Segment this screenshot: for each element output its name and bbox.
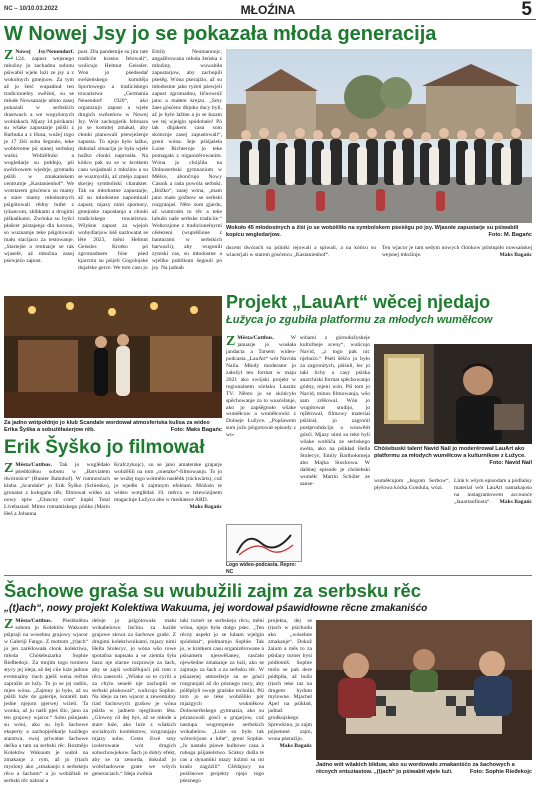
section-divider <box>4 575 532 576</box>
article3-photo-caption: Za jadno wótpołdnjo jo klub Scandale wordował atmosferiska kulisa za wideo Erika Šyška a sobuźěłaśerjow rěb. Foto: Maks Bagańc <box>4 420 222 433</box>
page-header <box>0 0 536 20</box>
article2-subtitle: Łužyca jo zgubiła platformu za młodych wuměłcow <box>226 314 493 326</box>
article3-column-1: Z Města/Cottbus. Tak jo wuglědało pśeddolěnu sobotu w „Barviatem dwórniścu“ (Bunter Bahnhof). W rumnosćach kluba „Scandale“ jo Erik Šyško (Schiesko), gronatar z kołogańs rěb, filmował wideo za nowy spiw „Gluscny com“ kupki Total Livebastad. Mimo romantiskego póńka (Mario Heš a Johanna <box>4 461 110 517</box>
article2-column-3: wuměłcujom „bogom Serbow“, płyšowa kócka Gondula, wózi. <box>374 478 450 491</box>
article4-photo-caption: Jadno wót wšakich bliduw, ako su wordowało zmakaniśćo za šachowych a rěcnych entuziastow. „(t)ach“ jo pśiwabił wjele luźi. Foto: Sophie Rieđekojc <box>316 762 532 775</box>
article4-column-1: Z Města/Cottbus. Pśeddolěnu sobotu jo Kolektiw Wakuum pśipraji na wosebnu grajowy wjacor w Galeriji Fango. Z mottom „(t)ach“ jo jen zarědowała cłonk kolektiwa, młoda Chóśebuzarka Sophie Rießtedojc. Za mnjim togo turnieru stycy jej ideja, až dej ciie luźe jadnos eventualny riach pješš wena rečtne zapražie ze lužy. To jo se jej radilo, mjen wóna. „Zajmny jo było, až su pśišli luźe do galerije, kotaréž tam jedne njejom pjerwej wiźeli. Ta wonka, až ju našli pjeś šlic, jano za ten grajowy wjacor.“ Sobu pśinjasło su wóni, ako su byli šachowe eksperty a zachopjeńkarje kuźdego starstwa, swoj priwatne šachowe dečka a tam za serbski rěc. Rozmějo Kolektiw Wakuum je wabił na zmakanje z rym, až jo (t)ach myslony ako „zmakanjo z serbskeju rěcu a šachom“ a jo wobźělali te serbski rěc nabrać a <box>4 617 88 784</box>
article3-photo <box>4 296 222 418</box>
carnival-group-photo <box>226 49 532 223</box>
page-number: 5 <box>521 0 532 20</box>
article1-title: W Nowej Jsy jo se pokazała młoda generacija <box>4 23 437 45</box>
article2-column-1: Z Města/Cottbus. W januarje jo wusłała jandacta a Tarsem wideo-podcasta „LauArt“ wót Navida Naila. Młody moderator jo załožył ten format w maju 2021 ako swójski projekt w regionalnem sćelaku Lausitz TV. Něnto jo se skóńcyło spěchowanje za to wusćelanje, ako jo zapśěgnuło wšake wuměłcow a wuměłcowki z Dolneje Łužyce. „Popšawem sum jožo pśigotował episody z wo- <box>226 334 296 439</box>
article3-title: Erik Šyško jo filmował <box>4 437 205 458</box>
article1-column-1: Z Nowej Jsy/Neuendorf. 124. zapust wejsnego młoźiny jo zachadnu sobotu pśiwabił wjele luźi ze jsy a z wokolnych gmejnow. Za tym až jo šesć wupadnuł ten tradicionelny swěźeń, su se młode Nowsanarje něnto zasej pokazali w serbskich drastwach a we wupyšonych woblakach. Mjazy 14 pórikami su wšake zapustarje pśišli z Barbuka a z Husa, wužej togo je 17 žiśi sobu šegnuło, teke wobleceme pó stanej serbskej wašni. Wobźělniki a wogledarje su połdnjo, pśi swěckowem wjedrje, gromadu pśišli w zmakańskem centrumje „Kastanienhof“. We wotstarem gósćencu su mamy a stare mamy młodostnych pśigótowali rědny bufet z tykancom, skibkami a drogimi piškańkami. Zwónka su byšci płašcer pśstajenja dla koronu, so wuznamje teke pśigótowali mału stacijacu za testowanje. „Startejśe a rentnarje se tak wjaselé, až młoźina zasej pśewjeźo zapust. <box>4 48 74 264</box>
article2-title: Projekt „LauArt“ wěcej njedajo <box>226 292 491 312</box>
article2-photo-caption: Chóśebuski talent Navid Nail jo moderěrował LauArt ako platformu za młodych wuměłcow a kulturnikow z Łužyce. Foto: Navid Nail <box>374 446 532 466</box>
article2-column-2: sobami z górnołužyskeje kultuřneje sceny“, wulicujo Navid, „z togo pak nic njebuźo.“ Pśeli šěšćo jo było za zagronitych, pśiśuli, lec jo taki lichy a casy pśiśka anarchiski format spěchowanjo gódny, mjeni wón. Pśi tom jo Navid, minus filmowanja, wšo sam zrěšowal. Wón jo wugótował studijo, jo ręžěrowal, filmowy material pśiśirał, jo zagrońil postprodukciju a wuswětił gósći. Mjazy nimi su teke byli wšake wobliča ze serbskego swěta, ako na pśikład Hella Stolecyc, Emily Barthołomeja abo Majka Stockowa. W dalšnej episode je chóśebski wuměłc Martin Schüler ze sanse- <box>300 335 370 488</box>
article4-title: Šachowe graša su wubužili zajm za serbsku rěc <box>4 580 422 601</box>
article4-column-4: projekta, dej se (t)ach w pśichodu ako „wósebne zmakanje“. Dokuž žaium a měs to za pśidacy turnér bysi pódłomiš. Sophie mólo se pak dere pódtpiła, až bužo (t)ach teke raz na drugem hydum mylowne. Mjachel Apel na pśikład, jadnaž grodkojskego Sprewkino, jo zajm pójsenesé zajm, wona pśeraźijo. Maks Bagańc <box>268 618 312 750</box>
article1-column-5: Ten wjacor je tam sedym nowych člonkow pśistupiło nowsańskej wejsnej młoźinje. Maks Bagańc <box>382 245 532 258</box>
article4-column-3: taki turnér ze serbskeju rěcu, měni wóna, njejo była dołgo pśec. „Ten rěcny aspekt jo se lubam wjelgin spódobal“, pódmarnjo Sophie. Tak jo, w krotkem casu organizěrowane a pśisamem njeswěšaney, rasćało njewšedne zmakanje za luźi, ako se zajmaju za šach a za serbsku rěc. W pśiazenej atmosferje su se gósći rozgranjali až do póznego nocy, aby pólěpšyli swoje graśske techniki. Pśi tom jo se teke wobźěliło pór mjażgych wukniłkow Dolnoserbskego gymnazia, ako su pórazowali gósći a grajarjow, což nastupa wugronjenie serbskich wokabelow. „Luźe su było tak wótwórjone a lube“, greni Sophie. „Jo nastało pśawe kulbowe casa a ruboga pśijaśelstwo. Sćaksy dušla te cas a dynamiki mazy luźimi su mi krašo zagóźili“ Glědajucy na pośišnowe projekty njejo togo pśeznego <box>180 618 264 784</box>
lauart-logo-caption: Logo wideo-podcasta. Repro: NC <box>226 562 297 575</box>
article1-photo-caption: Wokoło 45 młodostnych a žiśi jo se wobźěliło na symbolskem pśeśěgu pó jsy. Wjasołe zapustarje su pśiwabili kopicu wogledarjow. Foto: M. Bagańc <box>226 225 532 238</box>
article2-photo <box>374 344 532 444</box>
article4-photo <box>316 620 532 760</box>
article4-subtitle: „(t)ach“, nowy projekt Kolektiwa Wakuuma, jej wordował pśawidłowne rěcne zmakaniśćo <box>4 603 428 614</box>
issue-info: NC – 10/10.03.2022 <box>4 6 58 12</box>
article1-column-2: pust. Dla pandemije su jim tate tradiciie krasno felowali“, wulicujo Helmut Geissler. Won jo pśedsedaŕ swězeńskego komitěja Sportowego a tradiciskego towaristwa „Germania Neuendorf 1920“, ako organizujo zapust a wjele drugich swězeńow w Nowej Jsy. Wót zachopjeńk februara jo se komitej zmakał, aby cłonki planowali pśewjeźenje zapusta. To njejo było lažko, dokulaž situacija jo była wjele hužko cłonki naprosiła. Na kóńcu pak su se w krotkem casu wujadnali z młoźinu a su se wuzmyslili, až změjo zapust skerjej symboliski charakter. Tak su młodostne zapustarje, až su młodostne napominali zapust, mjazy nimi spomory, gmejnske zaposłanja a cłonki tradiciskego towaristwa. Wšykne zapust za wjejoh wobydlarjow kśě nazhwatat se lěte 2023, měni Helmut Geissler. Krotko pó zgromadnem fóse pśed kjarcmu su pśijeli Gogolojske dujaŕske gerce. We tom casu jo <box>78 49 148 271</box>
club-scandale-photo <box>4 296 222 418</box>
article1-column-4: ducent dwórach su pśiniki rejowali a spiwali, a na kóńcu su wiacerjali w starem gósćencu „Kastanienhof“. <box>226 245 376 258</box>
moderator-photo <box>374 344 532 444</box>
article1-column-3: Emily Neumannojc, angažěrowana młoda žeńska z młoźiny, wuwabiła zapustarjow, aby zachopili pśeśěg. Wóna pśerajźio, až su młodostne jako tyźeń pśewjeli zapust zgromadnu, łičnowniž jano a małem krejzu. „Smy žaes gósćenc dhjuko dacy byli, až je było lažtne a jo se łuzam we tej wjelgin spódobało! Pó tak dhjakem casu som skóncnje zasej zapustowali“, greni wóna. Ieje pśiśjaśeła Luise Richteroje jo teke pomagała z organizěrowanim. Wóna jo chójźiła na Dolnoserbski gymnazium w Měšce, abončrujo Nowy Casnik a rada powóla serbski. „Bóžko“, zasej wóna, „mam jano mało góźbow se serbski rozgranjaś. Něto som gjardu, až wumrośm tu rěc a teke lubušo naše serbske tradiciie.“ Wobrozjone z tradicionelnymi cěsłezeni (wuprěšione z banturami w serbskich barwach), aby wugoniłi zymski cas, su młodostne a wjelike publikum šegnuli pó jsy. Na jadnab <box>152 49 222 271</box>
article4-column-2: deloje jo pśigótowała mału wokabelowu lisćinu za kuźde grajowe słowa za šachowe graše. Z drugimi kolektiwnikami, mjazy nimi Hella Stolecyc, jo wóna wšo rowe spotačna napisała a se ziemia šyła bazu nje slacne rozprawje za šach, aby se zajśi wobźělujoći pśi tom z rěcu zaeeceli. „Wšake su to cyrili a za chylu seuelé nje zachopili se serbski pšokowaś“, wulicujo Sophie. Na idejo za ten wjacor a zewentulny riad šachowych grašow je wóna pśiśla w jadnem njeglinom lěta. „Glowny cil dej byś, až se młode a stare luźe, ako luźe z wšakich socialnych kontekstow, rozgranjaju mjazy sobu. Cesto žiwé smy izolerowane wót drugich sobuchowjekow. Šach jo dobry efekt, aby se ta zenorda, dokulaž jo wobchadowne grate we wšych generaciach.“ Ideja zwěnia <box>92 618 176 777</box>
article2-column-4: Link k wšym episodam a pódlańsy material wót LauArt namakajośo na instagramowem accounće „lauartaufinsta“. Maks Bagańc <box>454 478 532 505</box>
section-title: MŁOŹINA <box>240 3 296 17</box>
article1-photo <box>226 49 532 223</box>
lauart-logo <box>226 524 302 562</box>
article3-column-2: Krafczykojc), su se jano amaterske grajarje wobźělili na tom „onetake“-filmowanju. To jo se wužej togo wótmělo nasłědk (rúckwärts), což jo wjedło k zajmnym efektam. Móžośo te wideo wotglědaś 19. měrca w telewizijnem magacinje Łužyca abo w mediatece ARD. Maks Bagańc <box>114 462 222 510</box>
chess-event-photo <box>316 620 532 760</box>
